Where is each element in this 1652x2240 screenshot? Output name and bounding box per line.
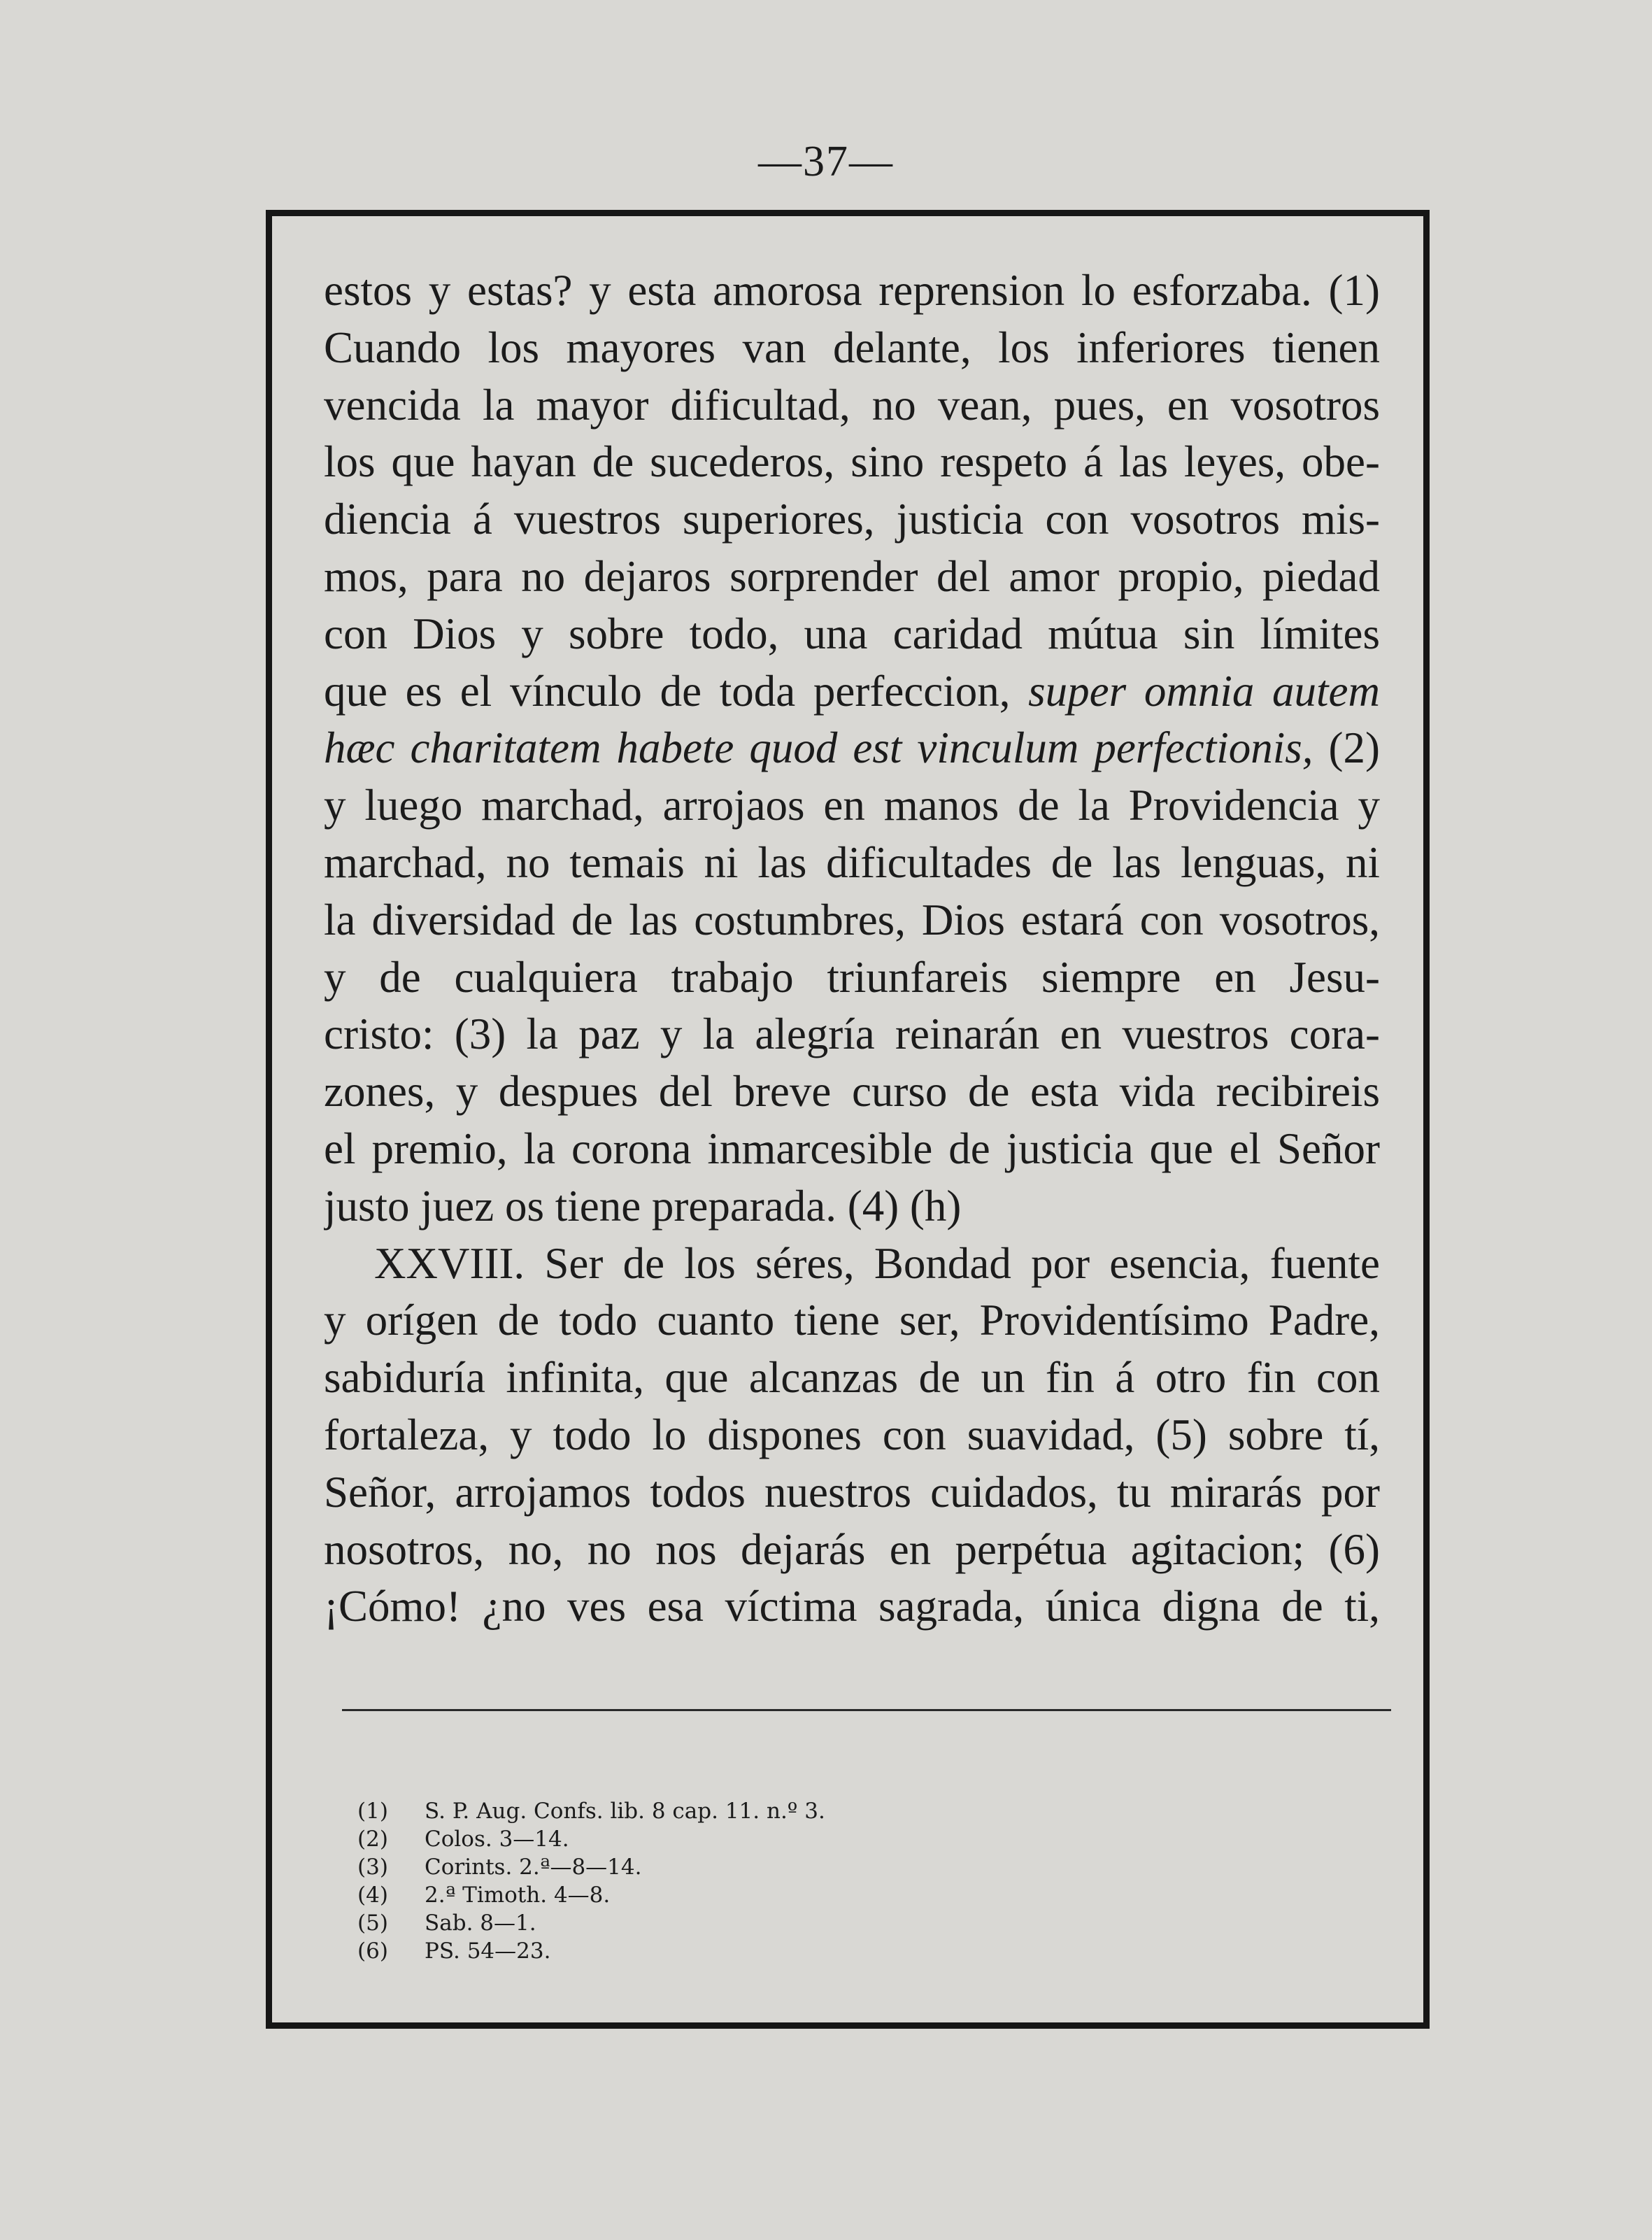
section-start-line: XXVIII. Ser de los séres, Bondad por esencia, fuente xyxy=(374,1238,1380,1288)
page-frame xyxy=(266,210,1430,2029)
text-line: marchad, no temais ni las dificultades de las lenguas, ni xyxy=(324,837,1380,887)
latin-quote: super omnia autem xyxy=(1028,666,1380,716)
body-text xyxy=(324,262,1380,1636)
text-line: que es el vínculo de toda perfeccion, super omnia autem xyxy=(324,666,1380,716)
latin-quote: hæc charitatem habete quod est vinculum perfectionis, xyxy=(324,723,1313,773)
text-line: nosotros, no, no nos dejarás en perpétua agitacion; (6) xyxy=(324,1524,1380,1574)
footnote: (3) Corints. 2.ª—8—14. xyxy=(357,1855,642,1880)
footnote-divider xyxy=(342,1709,1391,1711)
footnote: (1) S. P. Aug. Confs. lib. 8 cap. 11. n.º 3. xyxy=(357,1799,825,1824)
text-line: vencida la mayor dificultad, no vean, pues, en vosotros xyxy=(324,380,1380,430)
footnote: (2) Colos. 3—14. xyxy=(357,1827,569,1852)
page-number: —37— xyxy=(758,138,894,185)
text-line: el premio, la corona inmarcesible de justicia que el Señor xyxy=(324,1123,1380,1173)
text-line: con Dios y sobre todo, una caridad mútua sin límites xyxy=(324,609,1380,658)
text-line: ¡Cómo! ¿no ves esa víctima sagrada, única digna de ti, xyxy=(324,1582,1380,1631)
text-line: justo juez os tiene preparada. (4) (h) xyxy=(324,1181,962,1231)
text-line: los que hayan de sucederos, sino respeto á las leyes, obe- xyxy=(324,437,1380,487)
text-line: cristo: (3) la paz y la alegría reinarán en vuestros cora- xyxy=(324,1009,1380,1059)
text-line: sabiduría infinita, que alcanzas de un fin á otro fin con xyxy=(324,1353,1380,1403)
text-line: la diversidad de las costumbres, Dios estará con vosotros, xyxy=(324,895,1380,944)
text-line: hæc charitatem habete quod est vinculum perfectionis, (2) xyxy=(324,723,1380,773)
text-line: zones, y despues del breve curso de esta vida recibireis xyxy=(324,1067,1380,1117)
footnote: (6) PS. 54—23. xyxy=(357,1938,551,1964)
text-line: fortaleza, y todo lo dispones con suavidad, (5) sobre tí, xyxy=(324,1410,1380,1459)
footnotes xyxy=(357,1797,825,1965)
text-line: y luego marchad, arrojaos en manos de la Providencia y xyxy=(324,781,1380,830)
text-line: Cuando los mayores van delante, los inferiores tienen xyxy=(324,322,1380,372)
text-line: mos, para no dejaros sorprender del amor propio, piedad xyxy=(324,551,1380,601)
text-line: y orígen de todo cuanto tiene ser, Providentísimo Padre, xyxy=(324,1296,1380,1345)
footnote: (5) Sab. 8—1. xyxy=(357,1911,536,1936)
text-line: Señor, arrojamos todos nuestros cuidados, tu mirarás por xyxy=(324,1467,1380,1517)
text-line: diencia á vuestros superiores, justicia con vosotros mis- xyxy=(324,495,1380,544)
footnote: (4) 2.ª Timoth. 4—8. xyxy=(357,1883,611,1908)
text-line: estos y estas? y esta amorosa reprension lo esforzaba. (1) xyxy=(324,266,1380,315)
text-line: y de cualquiera trabajo triunfareis siempre en Jesu- xyxy=(324,952,1380,1002)
